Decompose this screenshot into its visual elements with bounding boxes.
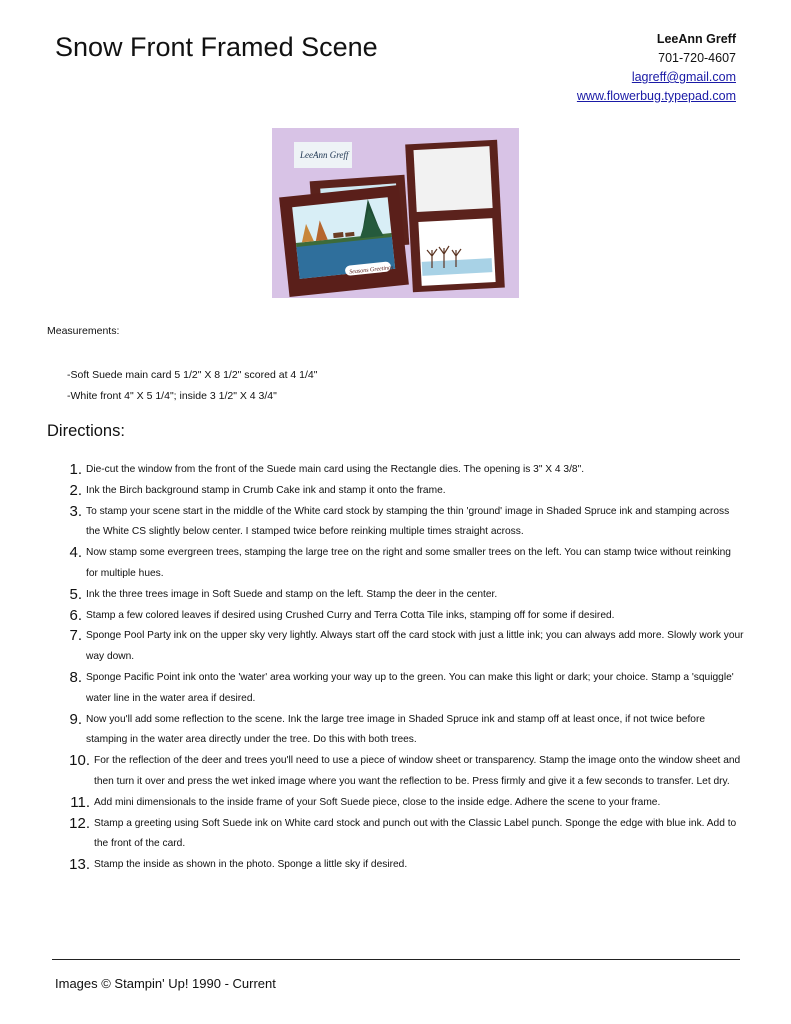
direction-step — [60, 855, 745, 876]
step-number: 5. — [69, 585, 82, 603]
step-number: 11. — [70, 793, 90, 811]
step-text: Sponge Pool Party ink on the upper sky very lightly. Always start off the card stock with just a little ink; you can always add more. Slowly work your way down. — [86, 630, 744, 663]
direction-step — [60, 668, 745, 710]
card-front-framed — [279, 185, 409, 297]
card-photo — [272, 128, 519, 298]
email-link[interactable]: lagreff@gmail.com — [631, 70, 736, 84]
website-link[interactable]: www.flowerbug.typepad.com — [576, 89, 736, 103]
direction-step — [60, 793, 745, 814]
footer-divider — [52, 959, 740, 960]
step-number: 8. — [69, 668, 82, 686]
step-text: Now stamp some evergreen trees, stamping the large tree on the right and some smaller trees on the left. You can stamp twice without reinking for multiple hues. — [86, 547, 731, 579]
step-text: Stamp a greeting using Soft Suede ink on White card stock and punch out with the Classic Label punch. Sponge the edge with blue ink. Add to the front of the card. — [94, 817, 737, 850]
direction-step — [60, 502, 745, 544]
direction-step — [60, 710, 745, 752]
direction-step — [60, 606, 745, 627]
page-title: Snow Front Framed Scene — [55, 32, 378, 62]
direction-step — [60, 460, 745, 481]
card-inside-open — [405, 140, 505, 293]
direction-step — [60, 481, 745, 502]
step-number: 9. — [69, 710, 82, 728]
step-text: Ink the Birch background stamp in Crumb Cake ink and stamp it onto the frame. — [86, 484, 446, 496]
measurement-item: -White front 4" X 5 1/4"; inside 3 1/2" X 4 3/4" — [67, 390, 277, 402]
step-number: 4. — [69, 544, 82, 562]
step-text: Now you'll add some reflection to the scene. Ink the large tree image in Shaded Spruce ink and stamp off at least once, if not twice before stamping in the water area directly under the tree. Do this with both trees. — [86, 713, 706, 746]
step-number: 7. — [69, 627, 82, 645]
step-text: Stamp a few colored leaves if desired using Crushed Curry and Terra Cotta Tile inks, stamping off for some if desired. — [86, 609, 615, 621]
step-number: 6. — [69, 606, 82, 624]
step-text: Die-cut the window from the front of the Suede main card using the Rectangle dies. The opening is 3" X 4 3/8". — [86, 464, 585, 475]
step-number: 1. — [69, 461, 82, 478]
step-text: Sponge Pacific Point ink onto the 'water' area working your way up to the green. You can make this light or dark; your choice. Stamp a 'squiggle' water line in the water area if desired. — [86, 671, 734, 704]
step-text: To stamp your scene start in the middle of the White card stock by stamping the thin 'ground' image in Shaded Spruce ink and stamping across the White CS slightly below center. I stamped twice before reinking multiple times straight across. — [86, 505, 730, 538]
step-text: Stamp the inside as shown in the photo. Sponge a little sky if desired. — [94, 859, 408, 871]
directions-heading: Directions: — [47, 422, 125, 440]
direction-step — [60, 626, 745, 668]
direction-step — [60, 543, 745, 585]
measurements-label: Measurements: — [47, 325, 120, 337]
phone-number: 701-720-4607 — [658, 51, 736, 65]
direction-step — [60, 585, 745, 606]
directions-list — [60, 460, 745, 876]
author-name: LeeAnn Greff — [656, 32, 736, 46]
greeting-label-text: Seasons Greetings — [349, 265, 394, 276]
step-text: Ink the three trees image in Soft Suede and stamp on the left. Stamp the deer in the center. — [86, 588, 498, 600]
step-number: 12. — [69, 814, 90, 832]
step-number: 13. — [69, 856, 90, 874]
step-text: For the reflection of the deer and trees you'll need to use a piece of window sheet or transparency. Stamp the image onto the window sheet and then turn it over and press the wet inked image where you want the reflection to be. Press firmly and give it a few seconds to transfer. Let dry. — [94, 755, 741, 787]
card-photo-illustration — [272, 128, 519, 298]
measurement-item: -Soft Suede main card 5 1/2" X 8 1/2" scored at 4 1/4" — [67, 369, 318, 381]
step-number: 10. — [69, 752, 90, 770]
contact-block — [577, 30, 736, 106]
direction-step — [60, 751, 745, 793]
name-stamp-text: LeeAnn Greff — [300, 150, 349, 160]
step-number: 2. — [69, 481, 82, 499]
footer-copyright: Images © Stampin' Up! 1990 - Current — [55, 976, 276, 991]
direction-step — [60, 814, 745, 856]
step-number: 3. — [69, 502, 82, 520]
measurements-list — [67, 365, 318, 407]
step-text: Add mini dimensionals to the inside frame of your Soft Suede piece, close to the inside edge. Adhere the scene to your frame. — [94, 796, 661, 808]
